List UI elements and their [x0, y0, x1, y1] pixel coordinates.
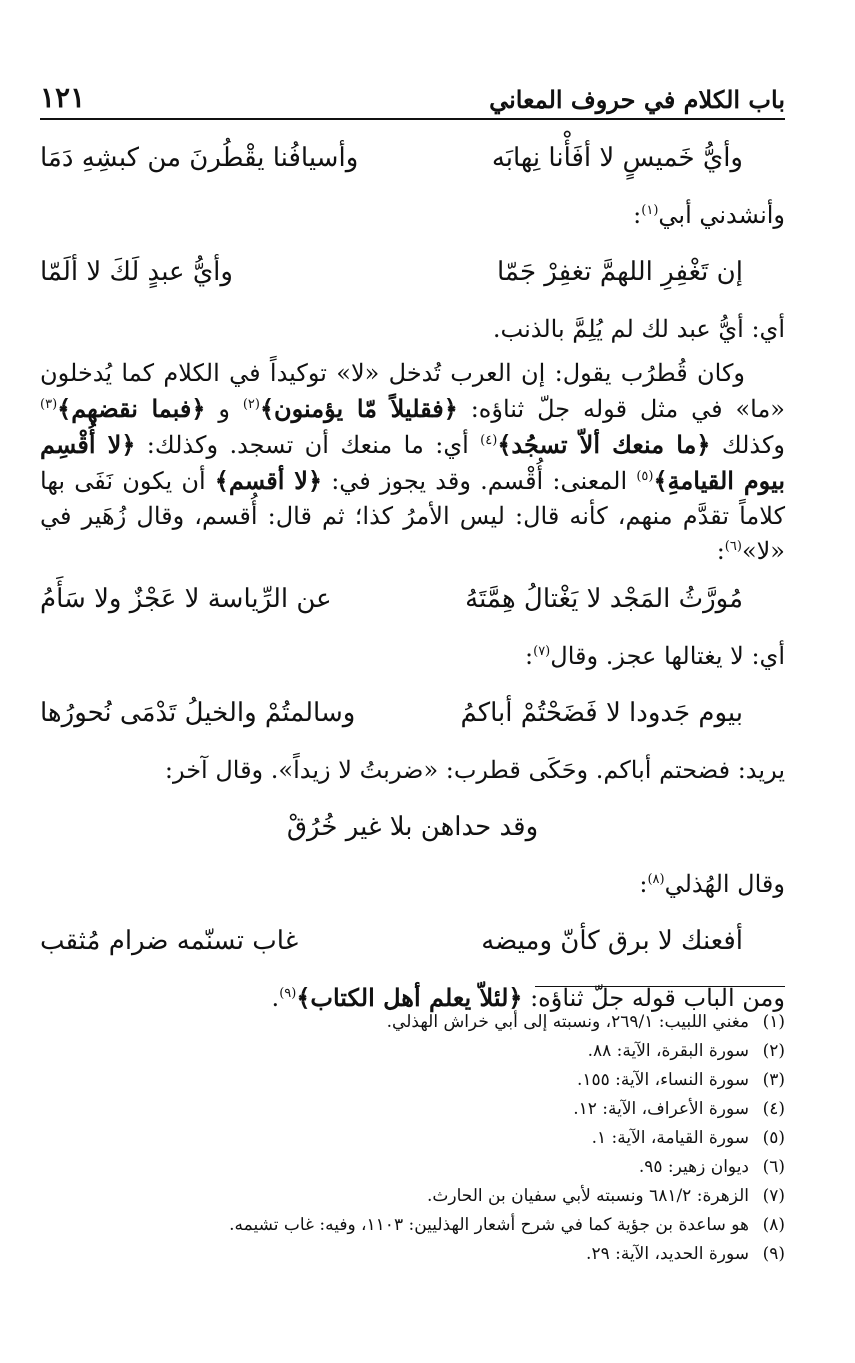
footnote	[40, 1037, 785, 1066]
footnote-ref: (٧)	[533, 644, 551, 659]
line-tail: .	[271, 984, 280, 1012]
line-tail: :	[525, 642, 534, 670]
footnote	[40, 1153, 785, 1182]
footnote	[40, 1124, 785, 1153]
quran-quote: ﴿لا أُقْسِم بيوم القيامةِ﴾	[40, 430, 785, 495]
footnote-number: (١)	[762, 1012, 785, 1032]
prose-text: :	[716, 537, 725, 565]
footnote-ref: (٩)	[279, 986, 297, 1001]
prose-text: وكذلك	[710, 431, 785, 459]
main-text	[40, 128, 785, 1025]
verse-line	[40, 911, 785, 971]
line-text: وأنشدني أبي	[658, 201, 785, 229]
verse-hemistich-left: وأسيافُنا يقْطُرنَ من كبشِهِ دَمَا	[40, 143, 359, 173]
text-line	[40, 188, 785, 242]
footnote-text: الزهرة: ٦٨١/٢ ونسبته لأبي سفيان بن الحارث.	[426, 1186, 749, 1206]
line-text: أي: لا يغتالها عجز. وقال	[550, 642, 785, 670]
verse-line	[40, 683, 785, 743]
footnote-text: ديوان زهير: ٩٥.	[638, 1157, 749, 1177]
line-tail: :	[639, 870, 648, 898]
line-text: ومن الباب قوله جلّ ثناؤه:	[522, 984, 785, 1012]
footnote	[40, 1066, 785, 1095]
prose-text: أن يكون نَفَى بها كلاماً تقدَّم منهم، كأنه قال: ليس الأمرُ كذا؛ ثم قال: أُقسم، وقال زُهَير في «لا»	[40, 467, 785, 565]
paragraph	[40, 356, 785, 569]
footnote-ref: (٢)	[242, 397, 260, 412]
footnote-number: (٣)	[762, 1070, 785, 1090]
footnote	[40, 1008, 785, 1037]
footnote-ref: (٣)	[40, 397, 58, 412]
line-text: وقال الهُذلي	[664, 870, 785, 898]
footnote-number: (٤)	[762, 1099, 785, 1119]
footnote-text: سورة النساء، الآية: ١٥٥.	[576, 1070, 749, 1090]
page-number: ١٢١	[40, 81, 86, 114]
prose-text: أي: ما منعك أن تسجد. وكذلك:	[135, 431, 481, 459]
footnote-text: مغني اللبيب: ٢٦٩/١، ونسبته إلى أبي خراش الهذلي.	[386, 1012, 749, 1032]
footnote-ref: (٤)	[480, 433, 498, 448]
footnote-number: (٩)	[762, 1244, 785, 1264]
text-line	[40, 857, 785, 911]
text-line: أي: أيُّ عبد لك لم يُلِمَّ بالذنب.	[492, 315, 785, 343]
footnote-ref: (١)	[641, 203, 659, 218]
page-header	[40, 74, 785, 120]
footnote-divider	[535, 986, 785, 987]
footnote-ref: (٨)	[647, 872, 665, 887]
quran-quote: ﴿ما منعك ألاّ تسجُد﴾	[497, 430, 711, 459]
footnote-number: (٢)	[762, 1041, 785, 1061]
footnote-number: (٨)	[762, 1215, 785, 1235]
footnote-text: سورة القيامة، الآية: ١.	[591, 1128, 749, 1148]
quran-quote: ﴿فقليلاً مّا يؤمنون﴾	[259, 394, 458, 423]
line-tail: :	[633, 201, 642, 229]
footnotes	[40, 1008, 785, 1269]
quran-quote: ﴿فبما نقضهم﴾	[57, 394, 206, 423]
footnote	[40, 1095, 785, 1124]
verse-hemistich-left: وأيُّ عبدٍ لَكَ لا ألَمّا	[40, 257, 233, 287]
footnote-ref: (٥)	[636, 469, 654, 484]
footnote-text: سورة الأعراف، الآية: ١٢.	[573, 1099, 749, 1119]
verse-line	[40, 242, 785, 302]
prose-text: و	[205, 395, 243, 423]
verse-line	[40, 569, 785, 629]
verse-hemistich-left: غاب تسنّمه ضرام مُثقب	[40, 926, 299, 956]
footnote	[40, 1182, 785, 1211]
quran-quote: ﴿لا أقسم﴾	[214, 466, 323, 495]
verse-hemistich-right: إن تَغْفِرِ اللهمَّ تغفِرْ جَمّا	[497, 257, 743, 287]
footnote	[40, 1240, 785, 1269]
footnote-text: سورة الحديد، الآية: ٢٩.	[586, 1244, 749, 1264]
prose-text: المعنى: أُقْسم. وقد يجوز في:	[322, 467, 637, 495]
verse-line-centered	[40, 797, 785, 857]
verse-hemistich: وقد حداهن بلا غير خُرُقْ	[286, 812, 539, 842]
prose-text: وكان قُطرُب يقول: إن العرب تُدخل «لا» توكيداً في الكلام كما يُدخلون «ما» في مثل قوله جلّ ثناؤه:	[40, 359, 785, 423]
text-line: يريد: فضحتم أباكم. وحَكَى قطرب: «ضربتُ لا زيداً». وقال آخر:	[164, 756, 785, 784]
verse-hemistich-left: وسالمتُمْ والخيلُ تَدْمَى نُحورُها	[40, 698, 356, 728]
verse-line	[40, 128, 785, 188]
verse-hemistich-left: عن الرِّياسة لا عَجْزٌ ولا سَأَمُ	[40, 584, 332, 614]
footnote-text: سورة البقرة، الآية: ٨٨.	[587, 1041, 749, 1061]
footnote-number: (٧)	[762, 1186, 785, 1206]
footnote-number: (٥)	[762, 1128, 785, 1148]
text-line	[40, 629, 785, 683]
footnote	[40, 1211, 785, 1240]
running-head: باب الكلام في حروف المعاني	[489, 85, 785, 114]
verse-hemistich-right: بيوم جَدودا لا فَضَحْتُمْ أباكمُ	[460, 698, 743, 728]
footnote-text: هو ساعدة بن جؤية كما في شرح أشعار الهذليين: ١١٠٣، وفيه: غاب تشيمه.	[229, 1215, 749, 1235]
verse-hemistich-right: مُورَّثُ المَجْد لا يَغْتالُ هِمَّتَهُ	[465, 584, 743, 614]
footnote-number: (٦)	[762, 1157, 785, 1177]
footnote-ref: (٦)	[724, 539, 742, 554]
verse-hemistich-right: أفعنك لا برق كأنّ وميضه	[481, 926, 743, 956]
quran-quote: ﴿لئلاّ يعلم أهل الكتاب﴾	[296, 983, 523, 1012]
verse-hemistich-right: وأيُّ خَميسٍ لا أفَأْنا نِهابَه	[491, 143, 743, 173]
